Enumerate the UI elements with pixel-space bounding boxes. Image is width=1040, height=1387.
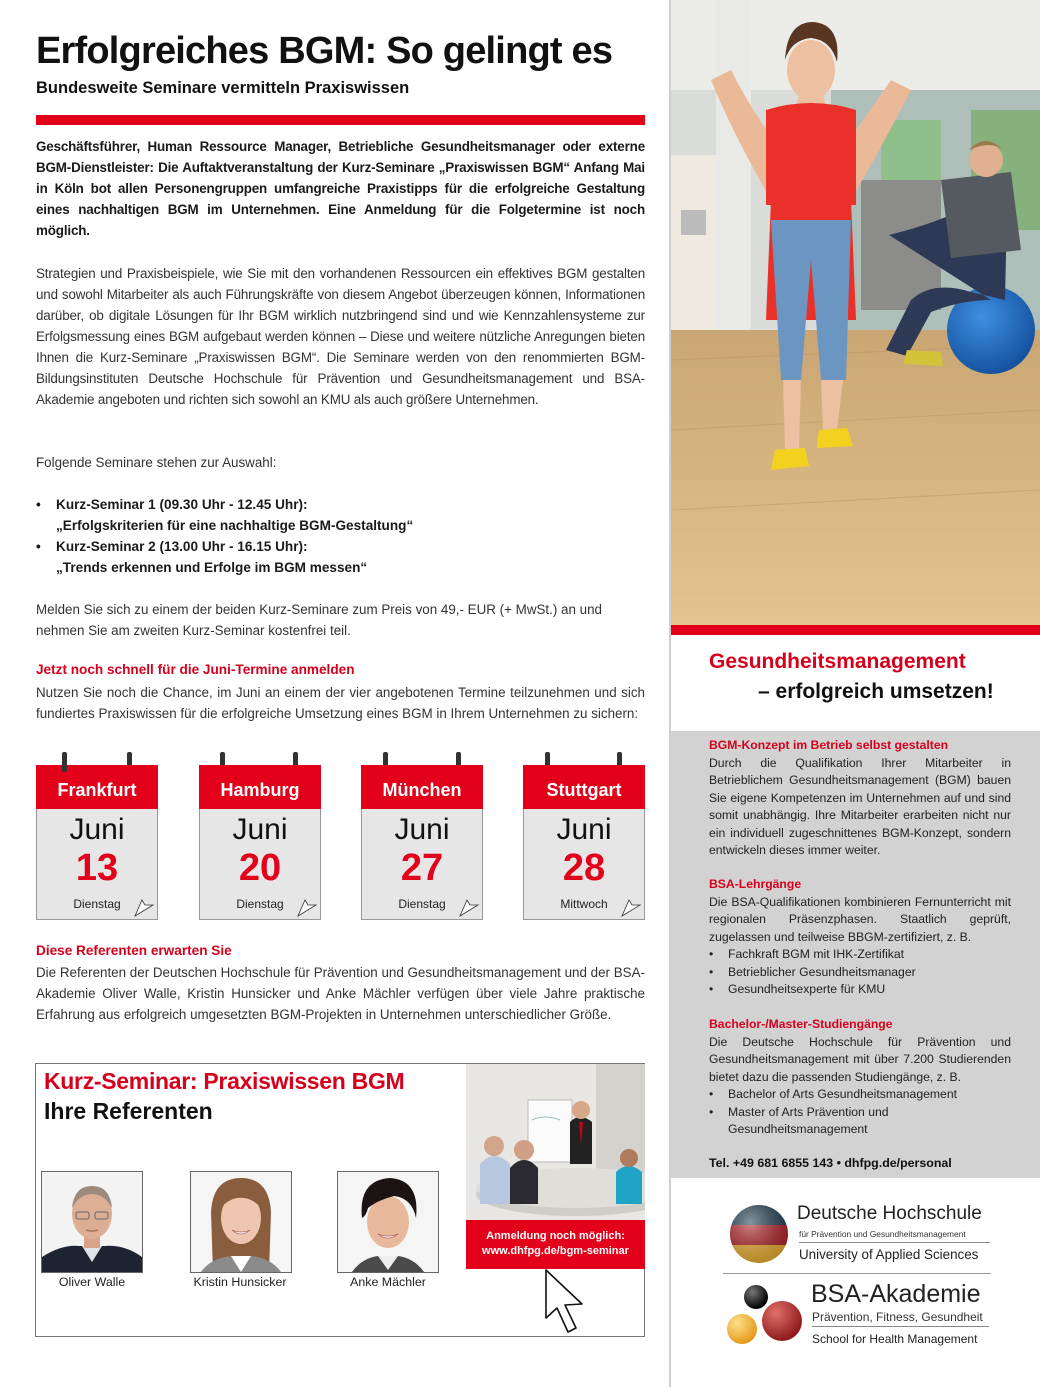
calendar-sheet (523, 809, 645, 920)
page-curl-icon (458, 899, 480, 917)
calendar-weekday: Dienstag (236, 897, 284, 911)
bullet-icon: • (36, 497, 41, 512)
calendar-day: 13 (75, 847, 119, 889)
portrait-image (42, 1172, 142, 1272)
price-paragraph: Melden Sie sich zu einem der beiden Kurz-Seminare zum Preis von 49,- EUR (+ MwSt.) an und nehmen Sie am zweiten Kurz-Seminar kostenfrei teil. (36, 602, 603, 638)
bsa-subtitle: Prävention, Fitness, Gesundheit (812, 1310, 983, 1324)
calendar-ring-icon (62, 758, 67, 772)
promo-subtitle: Ihre Referenten (44, 1098, 213, 1124)
bsa-name: BSA-Akademie (811, 1280, 981, 1308)
list-item (709, 964, 1011, 982)
course-list (709, 946, 1011, 999)
bsa-school-label: School for Health Management (812, 1332, 978, 1346)
calendar-city: Hamburg (199, 765, 321, 809)
bullet-icon: • (709, 1087, 714, 1101)
calendar-date-stuttgart (523, 752, 645, 920)
speaker-name: Anke Mächler (350, 1275, 426, 1289)
calendar-month: Juni (232, 813, 288, 846)
dhfpg-university-label: University of Applied Sciences (799, 1247, 979, 1262)
seminar-item (36, 536, 645, 578)
list-item (709, 981, 1011, 999)
list-item-label: Gesundheitsexperte für KMU (728, 982, 886, 996)
list-item (709, 1086, 1011, 1104)
section-title: BGM-Konzept im Betrieb selbst gestalten (709, 738, 949, 752)
red-divider (36, 115, 645, 125)
section-text: Durch die Qualifikation Ihrer Mitarbeiter in Betrieblichem Gesundheitsmanagement (BGM) bauen Sie eigene Kompetenzen im Unternehmen auf und sind somit unabhängig. Ihre Mitarbeiter erarbeiten nicht nur ein individuell zugeschnittenes BGM-Konzept, sondern entwickeln dieses immer weiter. (709, 755, 1011, 857)
sidebar-section-bgm-konzept (709, 737, 1011, 860)
meeting-image (466, 1064, 645, 1220)
speaker-photo (41, 1171, 143, 1273)
speaker-name: Kristin Hunsicker (193, 1275, 287, 1289)
june-paragraph: Nutzen Sie noch die Chance, im Juni an einem der vier angebotenen Termine teilzunehmen und sich fundiertes Praxiswissen für die erfolgreiche Umsetzung eines BGM in Ihrem Unternehmen zu sichern: (36, 685, 645, 721)
intro-paragraph: Geschäftsführer, Human Ressource Manager, Betriebliche Gesundheitsmanager oder externe BGM-Dienstleister: Die Auftaktveranstaltung der Kurz-Seminare „Praxiswissen BGM“ Anfang Mai in Köln bot allen Personengruppen umfangreiche Praxistipps für die erfolgreiche Gestaltung eines nachhaltigen BGM im Unternehmen. Eine Anmeldung für die Folgetermine ist noch möglich. (36, 139, 645, 238)
list-item-label: Betrieblicher Gesundheitsmanager (728, 964, 916, 979)
portrait-image (191, 1172, 291, 1272)
fitness-photo (671, 0, 1040, 625)
seminar-topic: „Erfolgskriterien für eine nachhaltige BGM-Gestaltung“ (56, 518, 414, 533)
logo-separator (723, 1273, 991, 1274)
sidebar-subheading: – erfolgreich umsetzen! (758, 680, 994, 703)
bullet-icon: • (709, 964, 714, 979)
office-exercise-image (671, 0, 1040, 625)
section-title: BSA-Lehrgänge (709, 877, 802, 891)
contact-line[interactable]: Tel. +49 681 6855 143 • dhfpg.de/personal (709, 1156, 952, 1170)
list-item (709, 1104, 1011, 1139)
calendar-weekday: Dienstag (73, 897, 121, 911)
calendar-month: Juni (394, 813, 450, 846)
calendar-date-hamburg (199, 752, 321, 920)
logo-rule (812, 1326, 989, 1327)
calendar-city: München (361, 765, 483, 809)
speaker-photo (190, 1171, 292, 1273)
list-item-label: Master of Arts Prävention und Gesundheitsmanagement (728, 1104, 889, 1136)
seminar-item (36, 494, 645, 536)
calendar-sheet (199, 809, 321, 920)
page-curl-icon (133, 899, 155, 917)
logo-rule (799, 1242, 990, 1243)
calendar-day: 20 (238, 847, 282, 889)
section-text: Die Deutsche Hochschule für Prävention und Gesundheitsmanagement mit über 7.200 Studierenden bietet dazu die passenden Studiengänge, z. B. (709, 1034, 1011, 1084)
seminar-time: Kurz-Seminar 2 (13.00 Uhr - 16.15 Uhr): (56, 539, 308, 554)
bullet-icon: • (709, 982, 714, 996)
mouse-cursor-icon (538, 1268, 588, 1334)
list-item (709, 946, 1011, 964)
calendar-date-frankfurt (36, 752, 158, 920)
seminar-list (36, 494, 645, 578)
degree-list (709, 1086, 1011, 1139)
red-accent-bar (671, 625, 1040, 635)
portrait-image (338, 1172, 438, 1272)
body-paragraph: Strategien und Praxisbeispiele, wie Sie mit den vorhandenen Ressourcen ein effektives BGM gestalten und sowohl Mitarbeiter als auch Führungskräfte von diesem Angebot überzeugen können, Informationen darüber, ob digitale Lösungen für Ihr BGM wirklich nutzbringend sind und wie Kennzahlensysteme zur Erfolgsmessung eines BGM aufgebaut werden können – Diese und weitere nützliche Anregungen bieten Ihnen die Kurz-Seminare „Praxiswissen BGM“. Die Seminare werden von den renommierten BGM-Bildungsinstituten Deutsche Hochschule für Prävention und Gesundheitsmanagement und BSA-Akademie angeboten und richten sich sowohl an KMU als auch größere Unternehmen. (36, 266, 645, 407)
calendar-date-muenchen (361, 752, 483, 920)
seminar-topic: „Trends erkennen und Erfolge im BGM messen“ (56, 560, 368, 575)
sidebar-section-bsa-lehrgaenge (709, 876, 1011, 999)
page-curl-icon (296, 899, 318, 917)
cta-url-link[interactable]: www.dhfpg.de/bgm-seminar (482, 1245, 629, 1257)
promo-title: Kurz-Seminar: Praxiswissen BGM (44, 1068, 405, 1094)
calendar-month: Juni (556, 813, 612, 846)
calendar-sheet (361, 809, 483, 920)
list-item-label: Fachkraft BGM mit IHK-Zertifikat (728, 947, 905, 961)
page-subtitle: Bundesweite Seminare vermitteln Praxiswissen (36, 79, 410, 97)
bullet-icon: • (709, 947, 714, 961)
dhfpg-subtitle: für Prävention und Gesundheitsmanagement (799, 1229, 966, 1239)
calendar-weekday: Dienstag (398, 897, 446, 911)
speaker-photo (337, 1171, 439, 1273)
page-curl-icon (620, 899, 642, 917)
bsa-spheres-logo-icon (726, 1283, 806, 1351)
speakers-heading: Diese Referenten erwarten Sie (36, 943, 232, 958)
seminar-time: Kurz-Seminar 1 (09.30 Uhr - 12.45 Uhr): (56, 497, 308, 512)
speaker-name: Oliver Walle (58, 1275, 126, 1289)
registration-cta[interactable] (466, 1220, 645, 1269)
sidebar-heading: Gesundheitsmanagement (709, 650, 966, 673)
dhfpg-name: Deutsche Hochschule (797, 1203, 982, 1224)
page-title: Erfolgreiches BGM: So gelingt es (36, 30, 613, 72)
sidebar-section-studiengaenge (709, 1016, 1011, 1139)
calendar-city: Stuttgart (523, 765, 645, 809)
calendar-weekday: Mittwoch (560, 897, 608, 911)
calendar-sheet (36, 809, 158, 920)
calendar-city: Frankfurt (36, 765, 158, 809)
section-title: Bachelor-/Master-Studiengänge (709, 1017, 893, 1031)
speakers-paragraph: Die Referenten der Deutschen Hochschule für Prävention und Gesundheitsmanagement und der BSA-Akademie Oliver Walle, Kristin Hunsicker und Anke Mächler verfügen über viele Jahre praktische Erfahrung aus erfolgreich umgesetzten BGM-Projekten in Unternehmen unterschiedlicher Größe. (36, 965, 645, 1022)
june-heading: Jetzt noch schnell für die Juni-Termine anmelden (36, 662, 355, 677)
bullet-icon: • (36, 539, 41, 554)
calendar-day: 27 (400, 847, 444, 889)
cta-label: Anmeldung noch möglich: (486, 1230, 625, 1242)
list-item-label: Bachelor of Arts Gesundheitsmanagement (728, 1087, 957, 1101)
calendar-day: 28 (562, 847, 606, 889)
seminar-choice-intro: Folgende Seminare stehen zur Auswahl: (36, 455, 277, 470)
section-text: Die BSA-Qualifikationen kombinieren Fernunterricht mit regionalen Präsenzphasen. Staatlich geprüft, zugelassen und teilweise BBGM-zertifiziert, z. B. (709, 894, 1011, 944)
bullet-icon: • (709, 1104, 714, 1119)
dhfpg-globe-logo-icon (728, 1203, 790, 1265)
meeting-photo (466, 1064, 645, 1220)
calendar-month: Juni (69, 813, 125, 846)
